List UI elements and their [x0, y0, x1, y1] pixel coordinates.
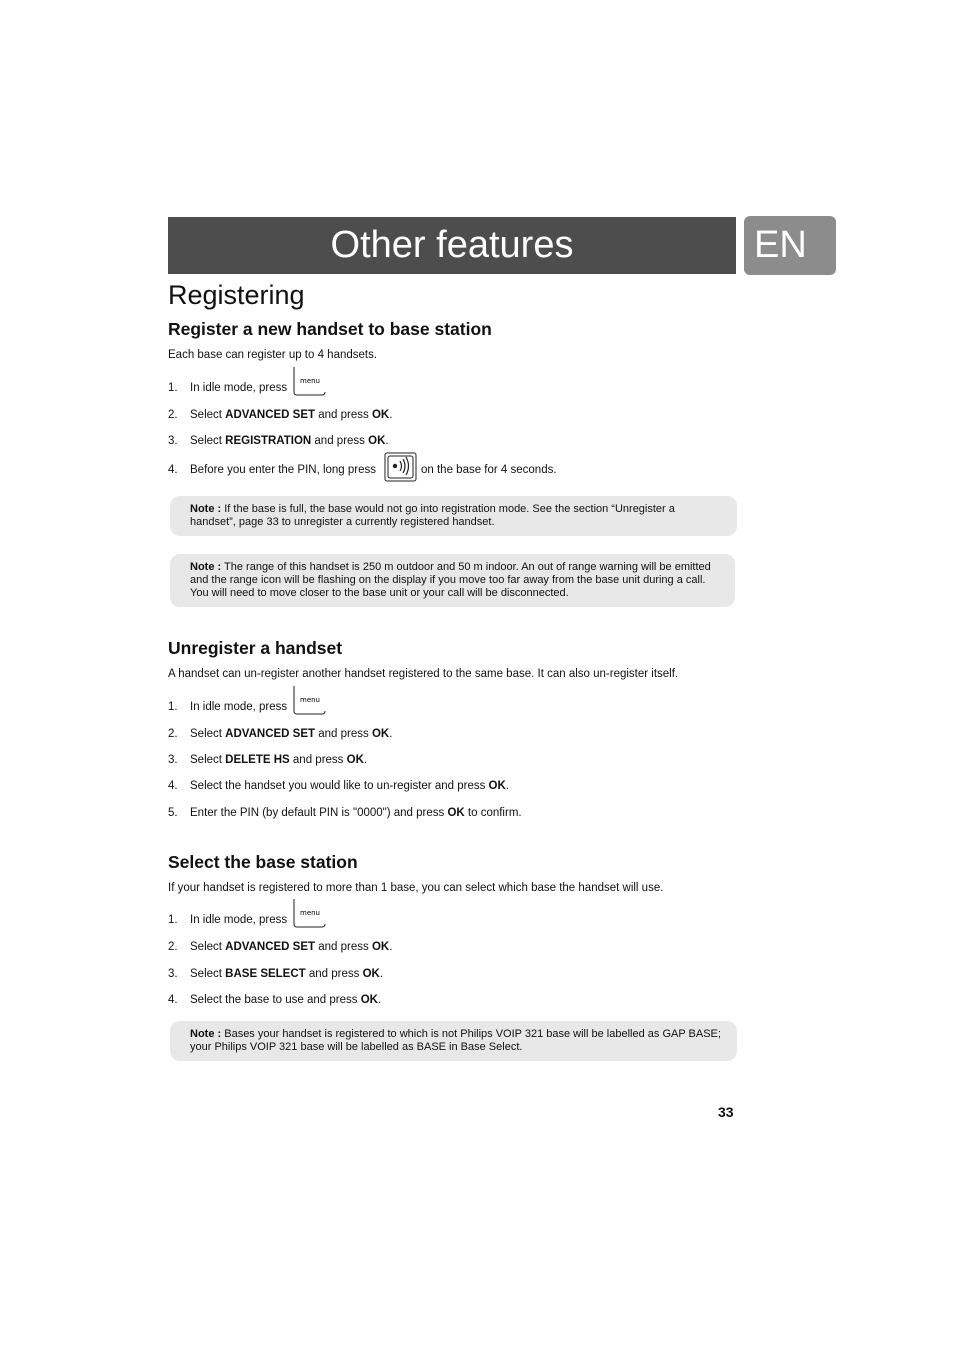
register-intro: Each base can register up to 4 handsets.	[168, 349, 378, 361]
unregister-intro: A handset can un-register another handset registered to the same base. It can also un-register itself.	[168, 668, 679, 680]
section-title: Registering	[168, 280, 305, 310]
list-item: 4. Select the handset you would like to un-register and press OK.	[168, 780, 509, 792]
list-item: 1. In idle mode, press	[168, 701, 288, 713]
register-heading: Register a new handset to base station	[168, 319, 492, 339]
select-base-intro: If your handset is registered to more than 1 base, you can select which base the handset will use.	[168, 882, 664, 894]
list-item: 3. Select BASE SELECT and press OK.	[168, 968, 384, 980]
chapter-title: Other features	[330, 224, 574, 266]
list-item: 1. In idle mode, press	[168, 382, 288, 394]
page-number: 33	[718, 1104, 734, 1120]
list-item: 2. Select ADVANCED SET and press OK.	[168, 409, 393, 421]
menu-key-icon	[292, 898, 326, 928]
list-item: 2. Select ADVANCED SET and press OK.	[168, 728, 393, 740]
list-item-suffix: on the base for 4 seconds.	[421, 464, 557, 476]
note-box: Note : Bases your handset is registered to which is not Philips VOIP 321 base will be labelled as GAP BASE; your Philips VOIP 321 base will be labelled as BASE in Base Select.	[170, 1021, 737, 1061]
list-item: 1. In idle mode, press	[168, 914, 288, 926]
list-item: 3. Select DELETE HS and press OK.	[168, 754, 368, 766]
language-code: EN	[754, 224, 807, 266]
list-item: 3. Select REGISTRATION and press OK.	[168, 435, 389, 447]
menu-key-icon	[292, 366, 326, 396]
list-item: 4. Select the base to use and press OK.	[168, 994, 382, 1006]
note-box: Note : If the base is full, the base would not go into registration mode. See the section “Unregister a handset”, page 33 to unregister a currently registered handset.	[170, 496, 737, 536]
language-tab	[744, 216, 836, 275]
svg-text:menu: menu	[300, 377, 320, 385]
svg-text:menu: menu	[300, 909, 320, 917]
chapter-banner	[168, 217, 736, 274]
list-item: 2. Select ADVANCED SET and press OK.	[168, 941, 393, 953]
menu-key-icon	[292, 685, 326, 715]
page-key-icon	[384, 452, 417, 482]
note-box: Note : The range of this handset is 250 m outdoor and 50 m indoor. An out of range warning will be emitted and the range icon will be flashing on the display if you move too far away from the base unit during a call. You will need to move closer to the base unit or your call will be disconnected.	[170, 554, 735, 607]
unregister-heading: Unregister a handset	[168, 638, 343, 658]
list-item: 5. Enter the PIN (by default PIN is "0000") and press OK to confirm.	[168, 807, 522, 819]
list-item: 4. Before you enter the PIN, long press	[168, 464, 377, 476]
select-base-heading: Select the base station	[168, 852, 358, 872]
svg-text:menu: menu	[300, 696, 320, 704]
